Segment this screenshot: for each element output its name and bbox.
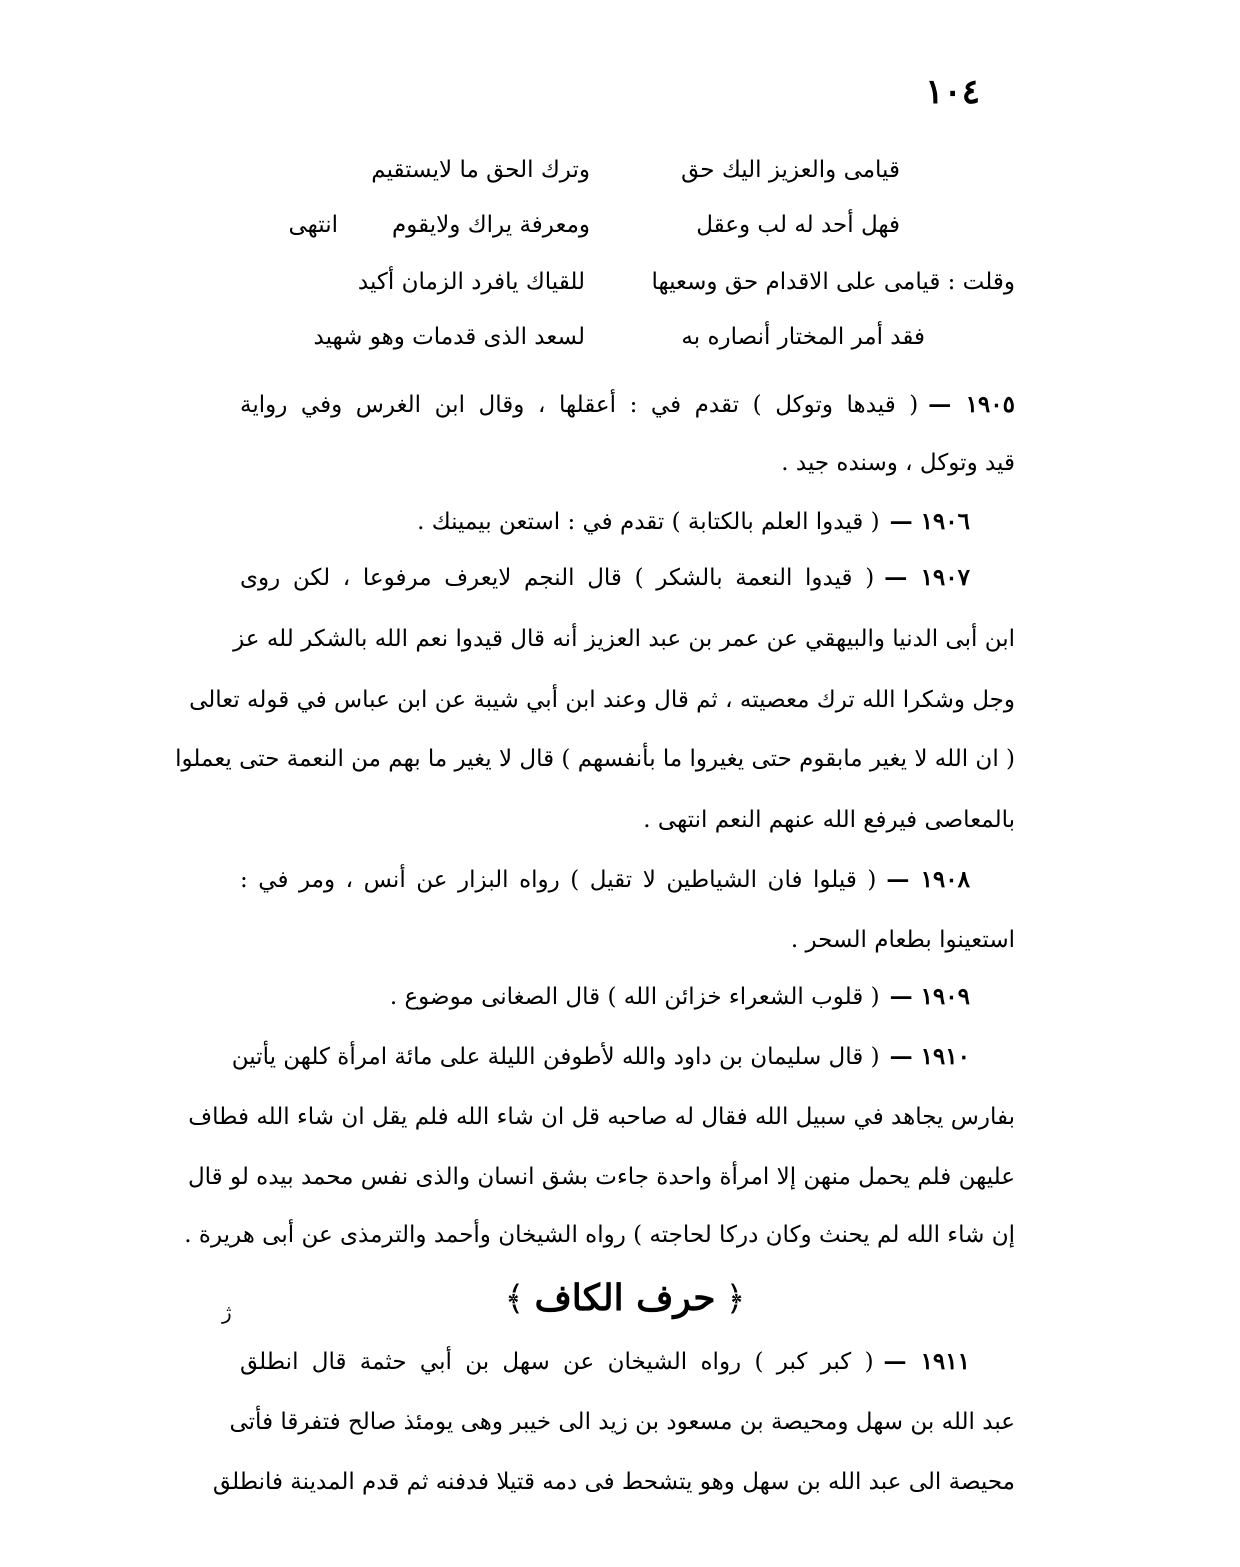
paragraph-line (240, 388, 1015, 422)
paragraph-line (231, 1040, 970, 1074)
verse-1-hemistich-2: وترك الحق ما لايستقيم (371, 157, 590, 183)
line-text: وجل وشكرا الله ترك معصيته ، ثم قال وعند ابن أبي شيبة عن ابن عباس في قوله تعالى (189, 687, 1015, 713)
verse-3-hemistich-1: وقلت : قيامى على الاقدام حق وسعيها (651, 269, 1015, 295)
paragraph-line (240, 561, 970, 595)
line-text: بالمعاصى فيرفع الله عنهم النعم انتهى . (643, 807, 1015, 833)
line-text: محيصة الى عبد الله بن سهل وهو يتشحط فى دمه قتيلا فدفنه ثم قدم المدينة فانطلق (212, 1469, 1015, 1495)
section-heading-text: حرف الكاف (534, 1277, 716, 1319)
entry-number: ١٩٠٥ — (928, 391, 1015, 418)
ornament-left-icon: ﴾ (504, 1279, 525, 1319)
paragraph-line (189, 683, 1015, 717)
line-text: ( قيلوا فان الشياطين لا تقيل ) رواه البزار عن أنس ، ومر في : (240, 867, 877, 893)
verse-1-hemistich-1: قيامى والعزيز اليك حق (681, 157, 900, 183)
margin-mark: ژ (222, 1300, 232, 1324)
verse-2-end-mark: انتهى (288, 212, 338, 238)
entry-number: ١٩٠٩ — (889, 983, 970, 1010)
verse-3-hemistich-2: للقياك يافرد الزمان أكيد (357, 269, 585, 295)
ornament-right-icon: ﴿ (725, 1279, 746, 1319)
paragraph-line (229, 1405, 1015, 1439)
line-text: ابن أبى الدنيا والبيهقي عن عمر بن عبد العزيز أنه قال قيدوا نعم الله بالشكر لله عز (233, 626, 1015, 652)
line-text: ( قيدها وتوكل ) تقدم في : أعقلها ، وقال ابن الغرس وفي رواية (240, 392, 919, 418)
paragraph-line (175, 742, 1015, 776)
line-text: ( قال سليمان بن داود والله لأطوفن الليلة على مائة امرأة كلهن يأتين (231, 1044, 880, 1070)
line-text: ( قيدوا النعمة بالشكر ) قال النجم لايعرف مرفوعا ، لكن روى (240, 565, 875, 591)
verse-2-hemistich-2: ومعرفة يراك ولايقوم (392, 212, 590, 238)
paragraph-line (240, 446, 1015, 480)
line-text: ( كبر كبر ) رواه الشيخان عن سهل بن أبي حثمة قال انطلق (240, 1349, 874, 1375)
verse-2-hemistich-1: فهل أحد له لب وعقل (696, 212, 900, 238)
section-heading (470, 1268, 780, 1328)
paragraph-line (184, 1218, 1015, 1252)
paragraph-line (187, 1160, 1015, 1194)
paragraph-line (188, 1100, 1015, 1134)
paragraph-line (240, 505, 970, 539)
paragraph-line (240, 863, 970, 897)
entry-number: ١٩١٠ — (889, 1043, 970, 1070)
paragraph-line (212, 1465, 1015, 1499)
entry-number: ١٩١١ — (883, 1348, 970, 1375)
line-text: ( قيدوا العلم بالكتابة ) تقدم في : استعن بيمينك . (417, 509, 880, 535)
line-text: ( قلوب الشعراء خزائن الله ) قال الصغانى موضوع . (389, 984, 880, 1010)
paragraph-line (240, 803, 1015, 837)
verse-4-hemistich-1: فقد أمر المختار أنصاره به (681, 324, 925, 350)
paragraph-line (240, 1345, 970, 1379)
paragraph-line (240, 923, 1015, 957)
line-text: استعينوا بطعام السحر . (790, 927, 1015, 953)
page-number: ١٠٤ (925, 72, 980, 112)
line-text: ( ان الله لا يغير مابقوم حتى يغيروا ما بأنفسهم ) قال لا يغير ما بهم من النعمة حتى يعملوا (175, 746, 1015, 772)
line-text: عبد الله بن سهل ومحيصة بن مسعود بن زيد الى خيبر وهى يومئذ صالح فتفرقا فأتى (229, 1409, 1015, 1435)
verse-4-hemistich-2: لسعد الذى قدمات وهو شهيد (313, 324, 585, 350)
entry-number: ١٩٠٦ — (889, 508, 970, 535)
line-text: قيد وتوكل ، وسنده جيد . (781, 450, 1015, 476)
line-text: إن شاء الله لم يحنث وكان دركا لحاجته ) رواه الشيخان وأحمد والترمذى عن أبى هريرة . (184, 1222, 1015, 1248)
line-text: عليهن فلم يحمل منهن إلا امرأة واحدة جاءت بشق انسان والذى نفس محمد بيده لو قال (187, 1164, 1015, 1190)
line-text: بفارس يجاهد في سبيل الله فقال له صاحبه قل ان شاء الله فلم يقل ان شاء الله فطاف (188, 1104, 1015, 1130)
entry-number: ١٩٠٧ — (884, 564, 970, 591)
entry-number: ١٩٠٨ — (886, 866, 970, 893)
paragraph-line (233, 622, 1015, 656)
paragraph-line (240, 980, 970, 1014)
